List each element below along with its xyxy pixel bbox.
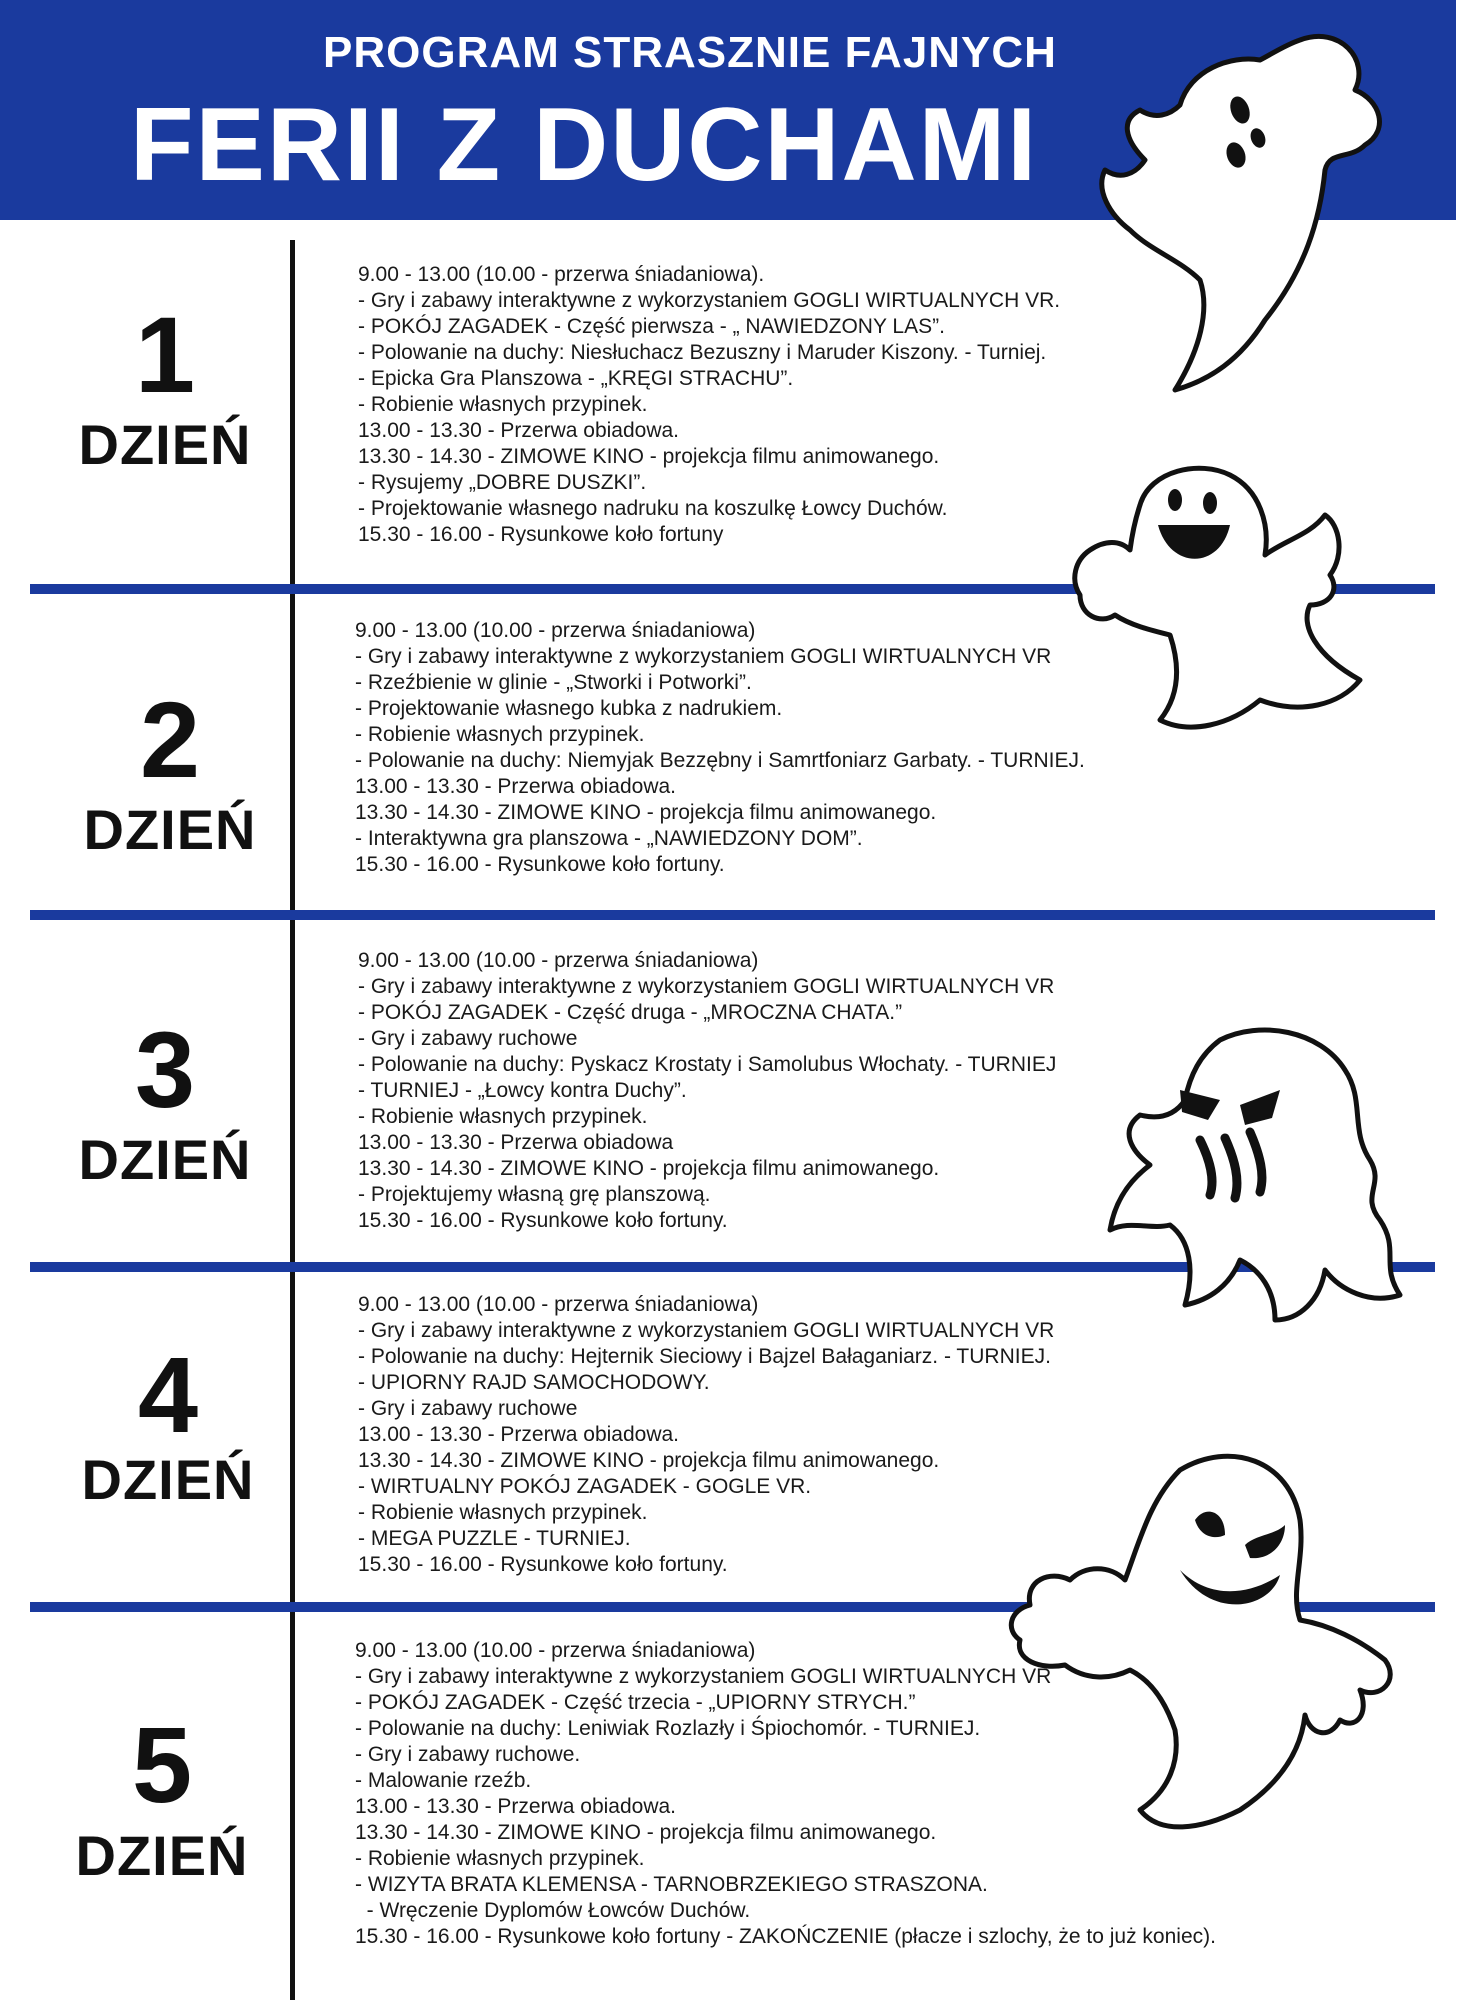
ghost-icon-scary — [1100, 1020, 1420, 1340]
schedule-line: - Projektowanie własnego nadruku na koszulkę Łowcy Duchów. — [358, 497, 948, 520]
schedule-line: - Robienie własnych przypinek. — [355, 723, 645, 746]
day-number: 2 — [139, 679, 201, 800]
schedule-line: - POKÓJ ZAGADEK - Część trzecia - „UPIORNY STRYCH.” — [355, 1691, 916, 1714]
schedule-line: - POKÓJ ZAGADEK - Część pierwsza - „ NAWIEDZONY LAS”. — [358, 315, 945, 338]
day-number: 5 — [131, 1704, 193, 1825]
schedule-line: - Epicka Gra Planszowa - „KRĘGI STRACHU”. — [358, 367, 794, 390]
schedule-line: - Robienie własnych przypinek. — [355, 1847, 645, 1870]
schedule-line: 9.00 - 13.00 (10.00 - przerwa śniadaniowa) — [355, 619, 756, 642]
schedule-line: - MEGA PUZZLE - TURNIEJ. — [358, 1527, 631, 1550]
day-label: DZIEŃ — [81, 1448, 255, 1511]
schedule-line: - Robienie własnych przypinek. — [358, 393, 648, 416]
schedule-line: - Robienie własnych przypinek. — [358, 1501, 648, 1524]
day-label: DZIEŃ — [78, 413, 252, 476]
schedule-line: - Polowanie na duchy: Pyskacz Krostaty i Samolubus Włochaty. - TURNIEJ — [358, 1053, 1057, 1076]
schedule-line: - Gry i zabawy interaktywne z wykorzystaniem GOGLI WIRTUALNYCH VR — [355, 645, 1052, 668]
schedule-line: - Interaktywna gra planszowa - „NAWIEDZONY DOM”. — [355, 827, 863, 850]
ghost-icon-angry — [1000, 1440, 1420, 1860]
day-number: 1 — [134, 294, 196, 415]
day-separator — [30, 910, 1435, 920]
schedule-line: - Gry i zabawy interaktywne z wykorzystaniem GOGLI WIRTUALNYCH VR — [358, 1319, 1055, 1342]
day-label: DZIEŃ — [75, 1824, 249, 1887]
schedule-line: 13.00 - 13.30 - Przerwa obiadowa. — [355, 1795, 677, 1818]
schedule-line: - UPIORNY RAJD SAMOCHODOWY. — [358, 1371, 710, 1394]
schedule-line: - Wręczenie Dyplomów Łowców Duchów. — [355, 1899, 751, 1922]
schedule-line: - Gry i zabawy ruchowe — [358, 1027, 578, 1050]
schedule-line: - Polowanie na duchy: Niesłuchacz Bezuszny i Maruder Kiszony. - Turniej. — [358, 341, 1047, 364]
schedule-line: 13.00 - 13.30 - Przerwa obiadowa. — [358, 419, 680, 442]
schedule-line: - Polowanie na duchy: Hejternik Sieciowy i Bajzel Bałaganiarz. - TURNIEJ. — [358, 1345, 1051, 1368]
schedule-line: - Polowanie na duchy: Leniwiak Rozlazły i Śpiochomór. - TURNIEJ. — [355, 1717, 981, 1740]
schedule-line: 9.00 - 13.00 (10.00 - przerwa śniadaniowa) — [358, 1293, 759, 1316]
schedule-line: - Projektowanie własnego kubka z nadrukiem. — [355, 697, 783, 720]
schedule-line: 15.30 - 16.00 - Rysunkowe koło fortuny - ZAKOŃCZENIE (płacze i szlochy, że to już koniec). — [355, 1925, 1216, 1948]
schedule-line: - Rysujemy „DOBRE DUSZKI”. — [358, 471, 647, 494]
schedule-line: - Projektujemy własną grę planszową. — [358, 1183, 711, 1206]
schedule-line: 13.30 - 14.30 - ZIMOWE KINO - projekcja filmu animowanego. — [358, 445, 940, 468]
schedule-line: 9.00 - 13.00 (10.00 - przerwa śniadaniowa) — [355, 1639, 756, 1662]
schedule-line: 13.00 - 13.30 - Przerwa obiadowa. — [358, 1423, 680, 1446]
schedule-line: 15.30 - 16.00 - Rysunkowe koło fortuny — [358, 523, 724, 546]
day-label: DZIEŃ — [78, 1128, 252, 1191]
schedule-line: 15.30 - 16.00 - Rysunkowe koło fortuny. — [358, 1209, 728, 1232]
day-number: 3 — [134, 1009, 196, 1130]
schedule-line: - POKÓJ ZAGADEK - Część druga - „MROCZNA CHATA.” — [358, 1001, 903, 1024]
header-title: FERII Z DUCHAMI — [130, 87, 1039, 203]
schedule-line: - Malowanie rzeźb. — [355, 1769, 532, 1792]
schedule-line: - Gry i zabawy ruchowe. — [355, 1743, 581, 1766]
schedule-line: - WIRTUALNY POKÓJ ZAGADEK - GOGLE VR. — [358, 1475, 812, 1498]
schedule-line: - Gry i zabawy interaktywne z wykorzystaniem GOGLI WIRTUALNYCH VR — [355, 1665, 1052, 1688]
schedule-line: - WIZYTA BRATA KLEMENSA - TARNOBRZEKIEGO STRASZONA. — [355, 1873, 988, 1896]
schedule-line: 13.30 - 14.30 - ZIMOWE KINO - projekcja filmu animowanego. — [355, 1821, 937, 1844]
day-number: 4 — [137, 1334, 199, 1455]
schedule-line: 15.30 - 16.00 - Rysunkowe koło fortuny. — [355, 853, 725, 876]
header-subtitle: PROGRAM STRASZNIE FAJNYCH — [323, 28, 1057, 77]
day-label: DZIEŃ — [83, 798, 257, 861]
schedule-line: 13.30 - 14.30 - ZIMOWE KINO - projekcja filmu animowanego. — [358, 1449, 940, 1472]
schedule-line: - Rzeźbienie w glinie - „Stworki i Potworki”. — [355, 671, 752, 694]
schedule-line: - Gry i zabawy interaktywne z wykorzystaniem GOGLI WIRTUALNYCH VR — [358, 975, 1055, 998]
schedule-line: - Polowanie na duchy: Niemyjak Bezzębny i Samrtfoniarz Garbaty. - TURNIEJ. — [355, 749, 1085, 772]
schedule-line: 13.30 - 14.30 - ZIMOWE KINO - projekcja filmu animowanego. — [358, 1157, 940, 1180]
schedule-line: - TURNIEJ - „Łowcy kontra Duchy”. — [358, 1079, 687, 1102]
ghost-icon-smiling — [1060, 455, 1390, 745]
ghost-icon-top — [1090, 30, 1390, 400]
schedule-line: 13.30 - 14.30 - ZIMOWE KINO - projekcja filmu animowanego. — [355, 801, 937, 824]
schedule-line: 9.00 - 13.00 (10.00 - przerwa śniadaniowa). — [358, 263, 765, 286]
schedule-line: 13.00 - 13.30 - Przerwa obiadowa — [358, 1131, 674, 1154]
schedule-line: - Gry i zabawy interaktywne z wykorzystaniem GOGLI WIRTUALNYCH VR. — [358, 289, 1061, 312]
schedule-line: - Gry i zabawy ruchowe — [358, 1397, 578, 1420]
schedule-line: 9.00 - 13.00 (10.00 - przerwa śniadaniowa) — [358, 949, 759, 972]
schedule-line: 15.30 - 16.00 - Rysunkowe koło fortuny. — [358, 1553, 728, 1576]
schedule-line: 13.00 - 13.30 - Przerwa obiadowa. — [355, 775, 677, 798]
schedule-line: - Robienie własnych przypinek. — [358, 1105, 648, 1128]
